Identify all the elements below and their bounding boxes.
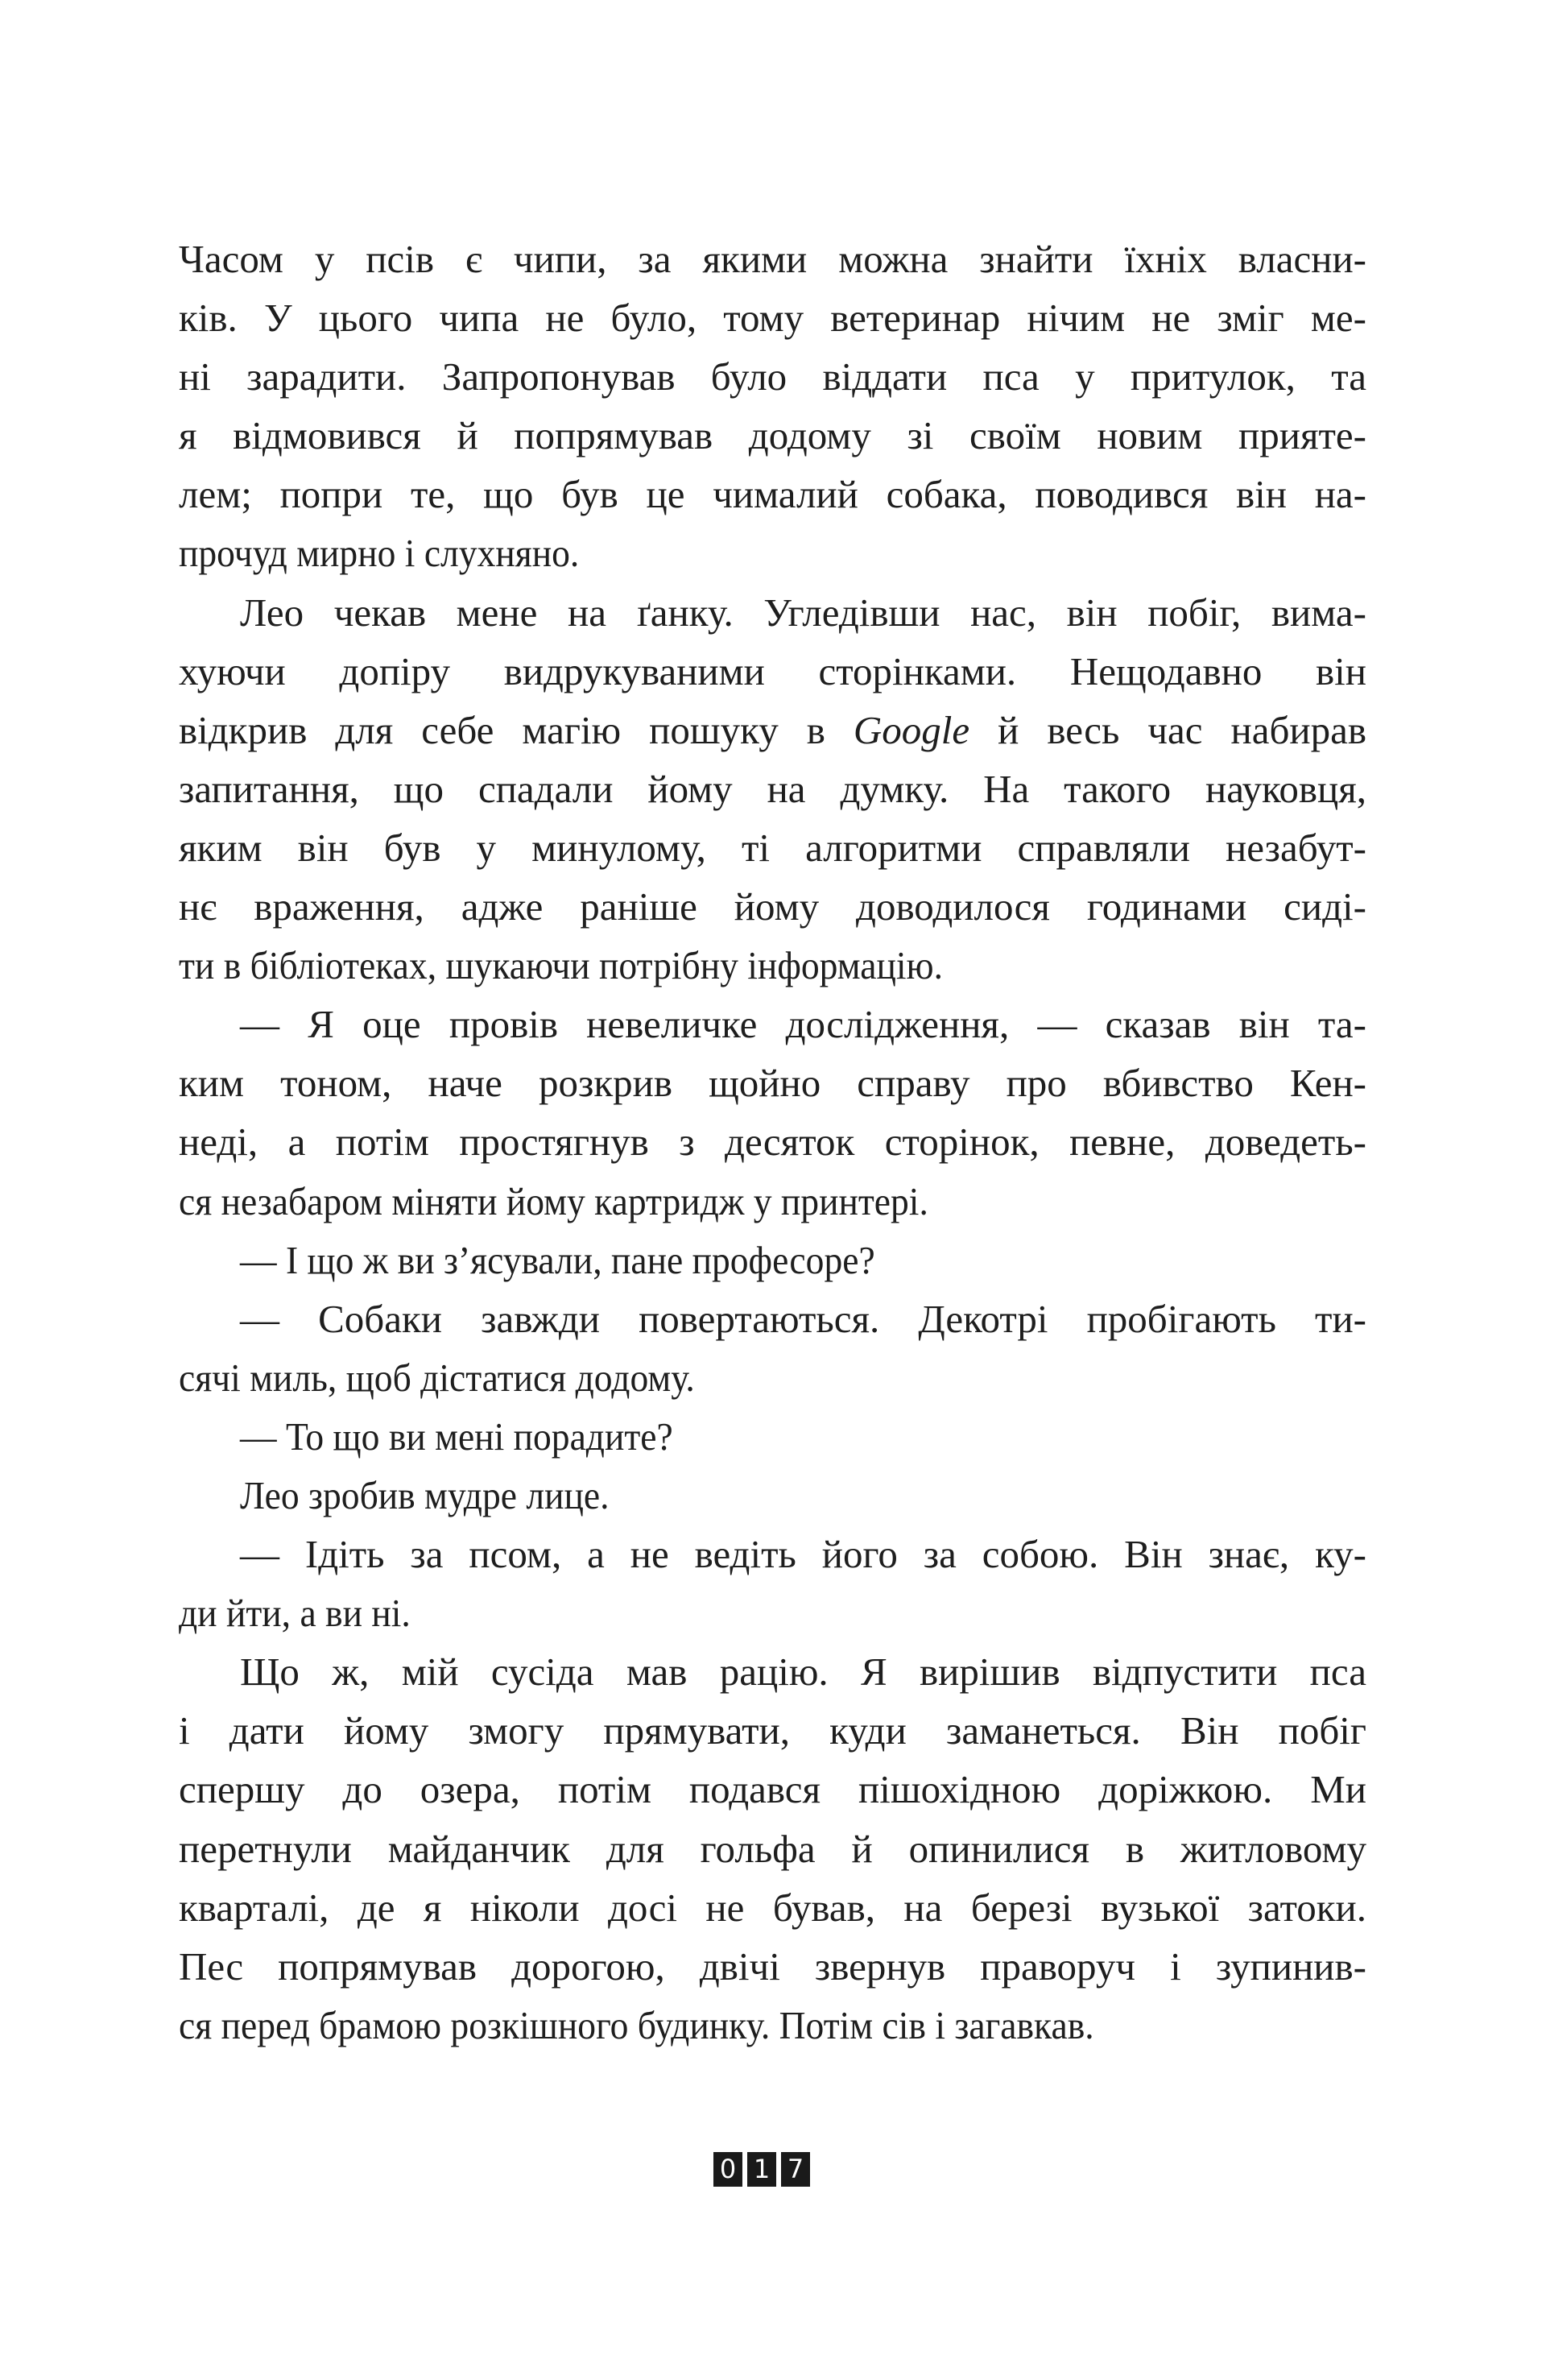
text-line: перетнули майданчик для гольфа й опинилися в житловому [179,1826,1366,1871]
text-line: спершу до озера, потім подався пішохідною доріжкою. Ми [179,1767,1366,1812]
text-line: прочуд мирно і слухняно. [179,531,580,576]
text-line: сячі миль, щоб дістатися додому. [179,1355,695,1400]
page-number-digit: 0 [713,2152,742,2187]
paragraph [179,583,1366,995]
text-line: неді, а потім простягнув з десяток сторінок, певне, доведеть- [179,1120,1366,1165]
text-line: відкрив для себе магію пошуку в Google й весь час набирав [179,707,1366,752]
text-line: — Ідіть за псом, а не ведіть його за собою. Він знає, ку- [240,1532,1366,1577]
text-line: Часом у псів є чипи, за якими можна знайти їхніх власни- [179,237,1366,281]
paragraph [179,230,1366,583]
page-number-digit: 1 [747,2152,776,2187]
text-line: ся незабаром міняти йому картридж у принтері. [179,1178,928,1223]
text-line: кварталі, де я ніколи досі не бував, на березі вузької затоки. [179,1885,1366,1930]
text-line: і дати йому змогу прямувати, куди заманеться. Він побіг [179,1708,1366,1753]
text-line: Що ж, мій сусіда мав рацію. Я вирішив відпустити пса [240,1649,1366,1695]
text-line: Лео зробив мудре лице. [240,1472,610,1517]
text-line: яким він був у минулому, ті алгоритми справляли незабут- [179,825,1366,870]
text-line: — То що ви мені порадите? [240,1414,673,1459]
paragraph [179,1466,1366,1525]
text-line: Пес попрямував дорогою, двічі звернув праворуч і зупинив- [179,1943,1366,1989]
paragraph [179,1407,1366,1466]
text-line: ти в бібліотеках, шукаючи потрібну інформацію. [179,943,943,988]
text-line: Лео чекав мене на ґанку. Угледівши нас, він побіг, вима- [240,590,1366,635]
text-line: запитання, що спадали йому на думку. На такого науковця, [179,766,1366,811]
page-number-digit: 7 [781,2152,810,2187]
text-line: я відмовився й попрямував додому зі своїм новим прияте- [179,413,1366,458]
text-line: — Собаки завжди повертаються. Декотрі пробігають ти- [240,1296,1366,1341]
paragraph [179,1642,1366,2055]
text-line: нє враження, адже раніше йому доводилося годинами сиді- [179,884,1366,929]
paragraph [179,1289,1366,1407]
text-line: ся перед брамою розкішного будинку. Потім сів і загавкав. [179,2002,1094,2047]
paragraph [179,1231,1366,1289]
paragraph [179,1525,1366,1642]
text-line: лем; попри те, що був це чималий собака, поводився він на- [179,472,1366,517]
text-line: — Я оце провів невеличке дослідження, — сказав він та- [240,1002,1366,1047]
text-line: — І що ж ви з’ясували, пане професоре? [240,1237,875,1282]
text-line: ні зарадити. Запропонував було віддати пса у притулок, та [179,354,1366,399]
page-number [713,2152,810,2187]
text-line: ди йти, а ви ні. [179,1591,411,1636]
text-line: хуючи допіру видрукуваними сторінками. Нещодавно він [179,648,1366,693]
text-line: ків. У цього чипа не було, тому ветеринар нічим не зміг ме- [179,296,1366,341]
paragraph [179,995,1366,1230]
body-text [179,230,1366,2055]
text-line: ким тоном, наче розкрив щойно справу про вбивство Кен- [179,1061,1366,1106]
